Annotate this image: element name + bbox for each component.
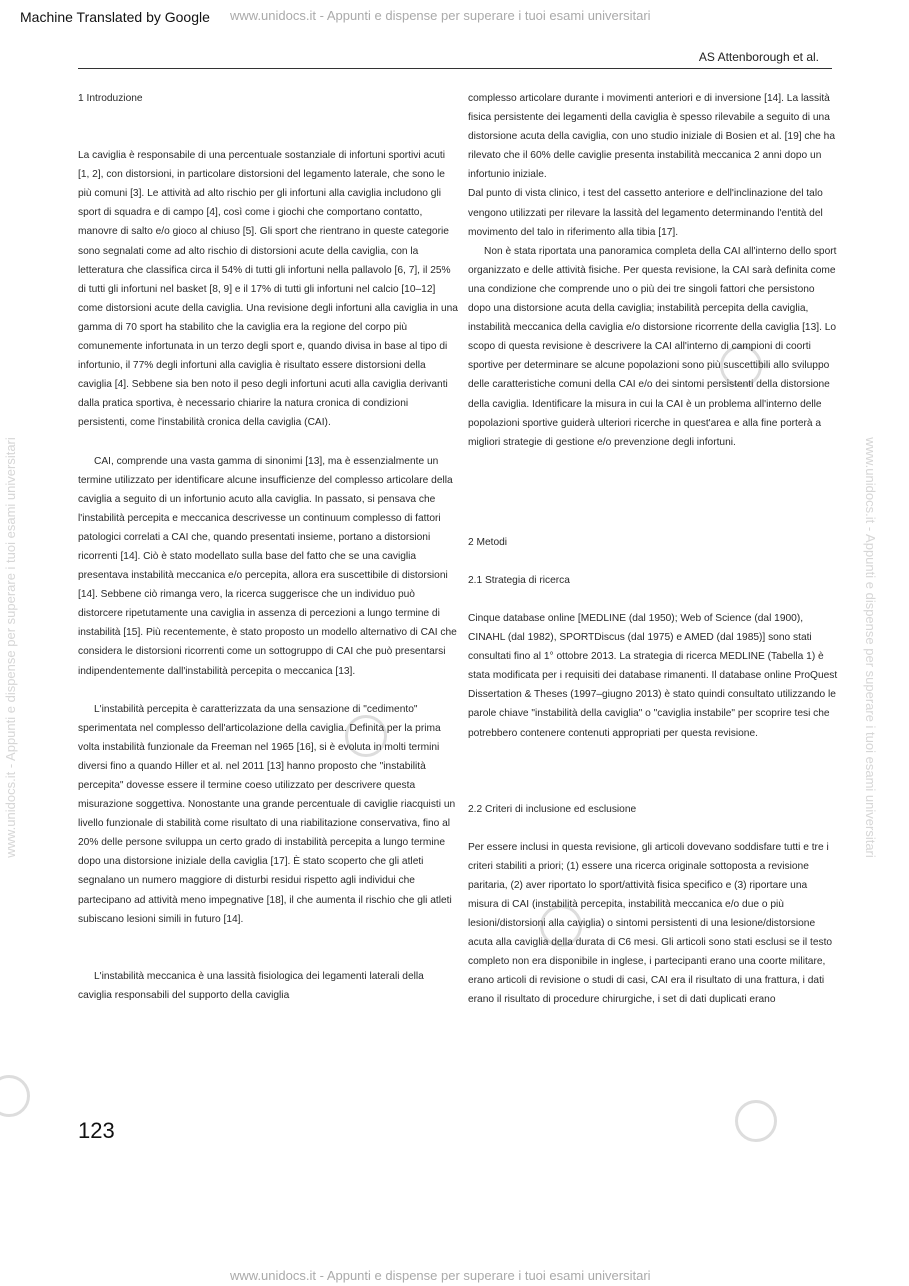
- paragraph: Dal punto di vista clinico, i test del cassetto anteriore e dell'inclinazione del talo vengono utilizzati per rilevare la lassità del legamento determinando l'entità del movimento del talo in riferimento alla tibia [17].: [468, 188, 823, 238]
- page-number: 123: [78, 1118, 115, 1143]
- section-title-methods: 2 Metodi: [468, 536, 508, 548]
- paragraph: complesso articolare durante i movimenti anteriori e di inversione [14]. La lassità fisica persistente dei legamenti della caviglia è spesso rilevabile a seguito di una distorsione acuta della caviglia, con uno studio iniziale di Bosien et al. [19] che ha rilevato che il 60% delle caviglie presenta instabilità meccanica 2 anni dopo un infortunio iniziale.: [468, 93, 835, 181]
- watermark-logo-icon: [0, 1075, 30, 1117]
- watermark-logo-icon: [735, 1100, 777, 1142]
- section-title-introduction: 1 Introduzione: [78, 93, 143, 104]
- section-title-search-strategy: 2.1 Strategia di ricerca: [468, 574, 570, 586]
- running-head: AS Attenborough et al.: [698, 50, 819, 64]
- side-watermark-right: www.unidocs.it - Appunti e dispense per superare i tuoi esami universitari: [862, 437, 878, 858]
- watermark-bottom: www.unidocs.it - Appunti e dispense per superare i tuoi esami universitari: [230, 1268, 651, 1283]
- watermark-top: www.unidocs.it - Appunti e dispense per superare i tuoi esami universitari: [230, 8, 651, 23]
- top-bar: [0, 0, 909, 34]
- side-watermark-left: www.unidocs.it - Appunti e dispense per superare i tuoi esami universitari: [2, 437, 18, 858]
- machine-translated-label: Machine Translated by Google: [20, 9, 210, 25]
- header-rule: [78, 68, 832, 69]
- paragraph: Cinque database online [MEDLINE (dal 1950); Web of Science (dal 1900), CINAHL (dal 1982), SPORTDiscus (dal 1975) e AMED (dal 1985)] sono stati consultati fino al 1° ottobre 2013. La strategia di ricerca MEDLINE (Tabella 1) è stata modificata per i requisiti dei database rimanenti. Il database online ProQuest Dissertation & Theses (1997–giugno 2013) è stato quindi consultato utilizzando le parole chiave "instabilità della caviglia" o "caviglia instabile" per scoprire tesi che potrebbero contenere contenuti appropriati per questa revisione.: [468, 612, 838, 739]
- paragraph: L'instabilità percepita è caratterizzata da una sensazione di "cedimento" sperimentata nel complesso dell'articolazione della caviglia. Definita per la prima volta instabilità funzionale da Freeman nel 1965 [16], si è evoluta in molti termini diversi fino a quando Hiller et al. nel 2011 [13] hanno proposto che "instabilità percepita" dovesse essere il termine coeso utilizzato per descrivere questa misurazione soggettiva. Nonostante una grande percentuale di caviglie riacquisti un livello funzionale di stabilità come risultato di una riabilitazione conservativa, fino al 20% delle persone sviluppa un certo grado di instabilità percepita a lungo termine dopo una distorsione iniziale della caviglia [17]. È stato scoperto che gli atleti segnalano un numero maggiore di disturbi residui rispetto agli individui che partecipano ad attività meno impegnative [18], il che aumenta il rischio che gli atleti subiscano lesioni simili in futuro [14].: [78, 703, 456, 925]
- paragraph: Per essere inclusi in questa revisione, gli articoli dovevano soddisfare tutti e tre i criteri stabiliti a priori; (1) essere una ricerca originale sottoposta a revisione paritaria, (2) aver riportato lo sport/attività fisica specifico e (3) riportare una misura di CAI (instabilità percepita, instabilità meccanica e/o due o più lesioni/distorsioni alla caviglia) o sintomi persistenti di una lesione/distorsione acuta alla caviglia della durata di C6 mesi. Gli articoli sono stati esclusi se il testo completo non era disponibile in inglese, i partecipanti erano una coorte militare, erano articoli di revisione o studi di casi, CAI era il risultato di una frattura, i dati erano il risultato di procedure chirurgiche, i set di dati duplicati erano: [468, 841, 833, 1006]
- paragraph: Non è stata riportata una panoramica completa della CAI all'interno dello sport organizzato e delle attività fisiche. Per questa revisione, la CAI sarà definita come una condizione che comprende uno o più dei tre singoli fattori che persistono dopo una distorsione acuta della caviglia; instabilità percepita della caviglia, instabilità meccanica della caviglia e/o distorsione ricorrente della caviglia [13]. Lo scopo di questa revisione è descrivere la CAI all'interno di campioni di coorti sportive per determinare se alcune popolazioni sono più suscettibili allo sviluppo delle caratteristiche comuni della CAI e/o dei sintomi persistenti della distorsione della caviglia. Identificare la misura in cui la CAI è un problema all'interno delle popolazioni sportive guiderà ulteriori ricerche in quest'area e alla fine porterà a migliori strategie di gestione e/o prevenzione degli infortuni.: [468, 245, 837, 448]
- paragraph: La caviglia è responsabile di una percentuale sostanziale di infortuni sportivi acuti [1, 2], con distorsioni, in particolare distorsioni del legamento laterale, che sono le più comuni [3]. Le attività ad alto rischio per gli infortuni alla caviglia includono gli sport di squadra e di campo [4], così come i giochi che comportano contatto, manovre di salto e/o gioco al chiuso [5]. Gli sport che rientrano in queste categorie sono segnalati come ad alto rischio di distorsioni acute della caviglia, con la letteratura che classifica circa il 54% di tutti gli infortuni nella pallavolo [6, 7], il 25% di tutti gli infortuni nel basket [8, 9] e il 17% di tutti gli infortuni nel calcio [10–12] come distorsioni acute della caviglia. Una revisione degli infortuni alla caviglia in una gamma di 70 sport ha stabilito che la caviglia era la regione del corpo più comunemente infortunata in un terzo degli sport e, quando divisa in base al tipo di infortunio, il 77% degli infortuni alla caviglia è risultato essere distorsioni della caviglia [4]. Sebbene sia ben noto il peso degli infortuni acuti alla caviglia derivanti dalla pratica sportiva, è necessario chiarire la natura cronica di condizioni persistenti, come l'instabilità cronica della caviglia (CAI).: [78, 150, 458, 429]
- left-column: [78, 89, 458, 1005]
- paragraph: CAI, comprende una vasta gamma di sinonimi [13], ma è essenzialmente un termine utilizzato per identificare alcune insufficienze del complesso articolare della caviglia a seguito di un infortunio acuto alla caviglia. In passato, si pensava che l'instabilità percepita e meccanica descrivesse un continuum complesso di fattori patologici correlati a CAI che, quando presentati insieme, portano a distorsioni ricorrenti [14]. Ciò è stato modellato sulla base del fatto che se una caviglia presentava instabilità meccanica e/o percepita, allora era suscettibile di distorsioni [14]. Sebbene ciò rimanga vero, la ricerca suggerisce che un individuo può distorcere ripetutamente una caviglia in assenza di percezioni a lungo termine di instabilità [15]. Più recentemente, è stato proposto un modello alternativo di CAI che considera le distorsioni ricorrenti come un sottogruppo di CAI che può presentarsi indipendentemente dall'instabilità percepita o meccanica [13].: [78, 455, 457, 677]
- right-column: [468, 89, 840, 1010]
- paragraph: L'instabilità meccanica è una lassità fisiologica dei legamenti laterali della caviglia responsabili del supporto della caviglia: [78, 970, 424, 1001]
- section-title-criteria: 2.2 Criteri di inclusione ed esclusione: [468, 803, 637, 815]
